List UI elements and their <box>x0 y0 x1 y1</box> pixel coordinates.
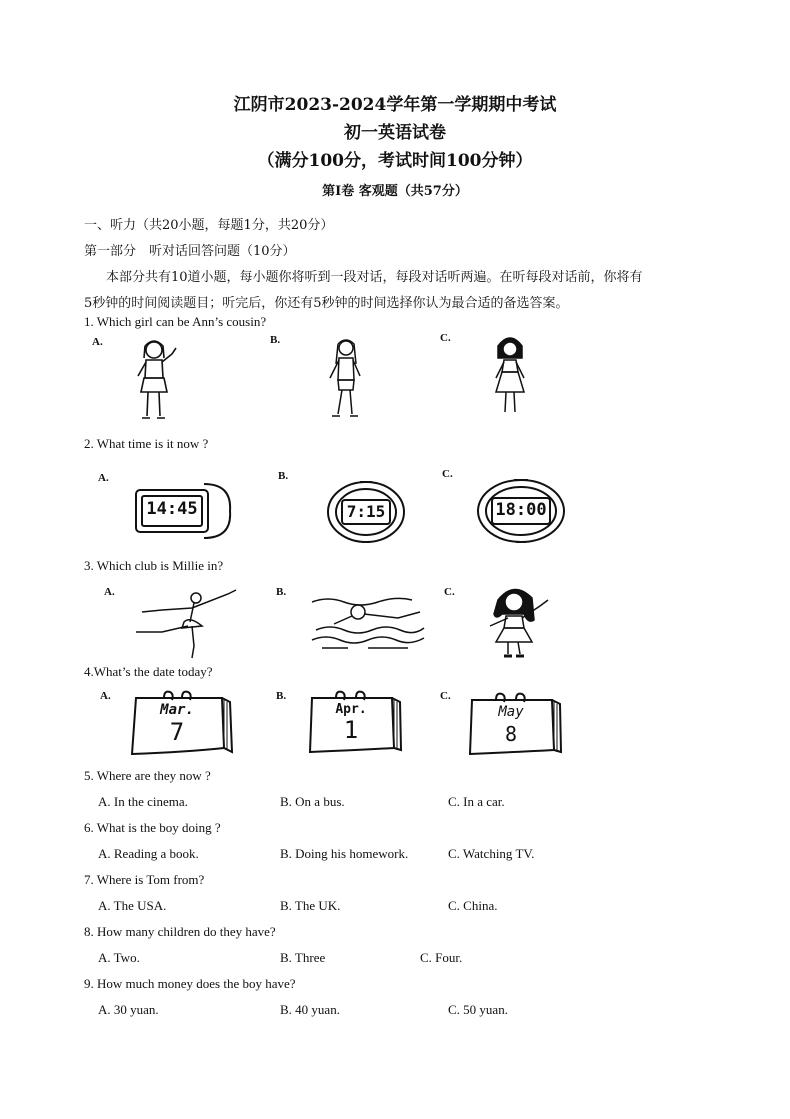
option-b[interactable]: B. The UK. <box>280 898 341 913</box>
option-c[interactable]: C. Watching TV. <box>448 846 535 861</box>
option-label-a: A. <box>100 690 111 702</box>
instruction-line-2: 5秒钟的时间阅读题目；听完后，你还有5秒钟的时间选择你认为最合适的备选答案。 <box>84 296 569 311</box>
question-4: 4.What’s the date today? <box>84 664 213 679</box>
watch-time-a: 14:45 <box>146 499 198 519</box>
option-label-b: B. <box>270 334 281 346</box>
exam-subtitle: 初一英语试卷 <box>344 123 446 143</box>
question-3: 3. Which club is Millie in? <box>84 558 224 573</box>
option-b[interactable]: B. 40 yuan. <box>280 1002 340 1017</box>
clock-c-image[interactable] <box>476 478 566 544</box>
singer-girl-image[interactable] <box>484 580 558 662</box>
option-label-c: C. <box>442 468 453 480</box>
option-label-a: A. <box>98 472 109 484</box>
instruction-line-1: 本部分共有10道小题，每小题你将听到一段对话，每段对话听两遍。在听每段对话前，你将有 <box>106 270 643 285</box>
girl-b-image[interactable] <box>322 336 370 422</box>
dancer-image[interactable] <box>132 586 240 660</box>
option-c[interactable]: C. 50 yuan. <box>448 1002 508 1017</box>
girl-a-image[interactable] <box>128 336 184 428</box>
calendar-b-image[interactable] <box>306 690 404 756</box>
part1-heading: 第一部分 听对话回答问题（10分） <box>84 244 296 259</box>
part-title: 第Ⅰ卷 客观题（共57分） <box>322 184 468 199</box>
option-label-c: C. <box>444 586 455 598</box>
calendar-day-b: 1 <box>343 716 359 744</box>
option-a[interactable]: A. In the cinema. <box>98 794 188 809</box>
option-c[interactable]: C. China. <box>448 898 498 913</box>
calendar-day-c: 8 <box>504 722 518 746</box>
exam-info: （满分100分，考试时间100分钟） <box>257 151 533 171</box>
option-label-b: B. <box>276 690 287 702</box>
option-a[interactable]: A. The USA. <box>98 898 167 913</box>
option-b[interactable]: B. Three <box>280 950 326 965</box>
calendar-c-image[interactable] <box>466 692 566 758</box>
calendar-month-b: Apr. <box>335 702 367 717</box>
question-1: 1. Which girl can be Ann’s cousin? <box>84 314 267 329</box>
question-7: 7. Where is Tom from? <box>84 872 205 887</box>
watch-a-image[interactable] <box>132 482 232 540</box>
option-label-a: A. <box>104 586 115 598</box>
option-label-c: C. <box>440 690 451 702</box>
option-a[interactable]: A. Reading a book. <box>98 846 199 861</box>
question-5: 5. Where are they now ? <box>84 768 211 783</box>
question-8: 8. How many children do they have? <box>84 924 276 939</box>
clock-time-c: 18:00 <box>495 500 547 520</box>
option-b[interactable]: B. On a bus. <box>280 794 345 809</box>
section-heading: 一、听力（共20小题，每题1分，共20分） <box>84 218 334 233</box>
option-label-b: B. <box>278 470 289 482</box>
girl-c-image[interactable] <box>486 332 534 418</box>
question-9: 9. How much money does the boy have? <box>84 976 296 991</box>
option-b[interactable]: B. Doing his homework. <box>280 846 409 861</box>
calendar-month-c: May <box>498 704 524 720</box>
option-label-a: A. <box>92 336 103 348</box>
swimmer-image[interactable] <box>308 590 426 652</box>
option-a[interactable]: A. Two. <box>98 950 140 965</box>
calendar-a-image[interactable] <box>126 690 234 758</box>
clock-b-image[interactable] <box>326 480 406 544</box>
calendar-day-a: 7 <box>169 718 185 746</box>
option-label-c: C. <box>440 332 451 344</box>
option-a[interactable]: A. 30 yuan. <box>98 1002 159 1017</box>
clock-time-b: 7:15 <box>346 502 386 521</box>
calendar-month-a: Mar. <box>160 702 194 718</box>
question-2: 2. What time is it now ? <box>84 436 209 451</box>
option-c[interactable]: C. Four. <box>420 950 463 965</box>
option-c[interactable]: C. In a car. <box>448 794 505 809</box>
option-label-b: B. <box>276 586 287 598</box>
exam-title: 江阴市2023-2024学年第一学期期中考试 <box>233 95 557 115</box>
question-6: 6. What is the boy doing ? <box>84 820 221 835</box>
